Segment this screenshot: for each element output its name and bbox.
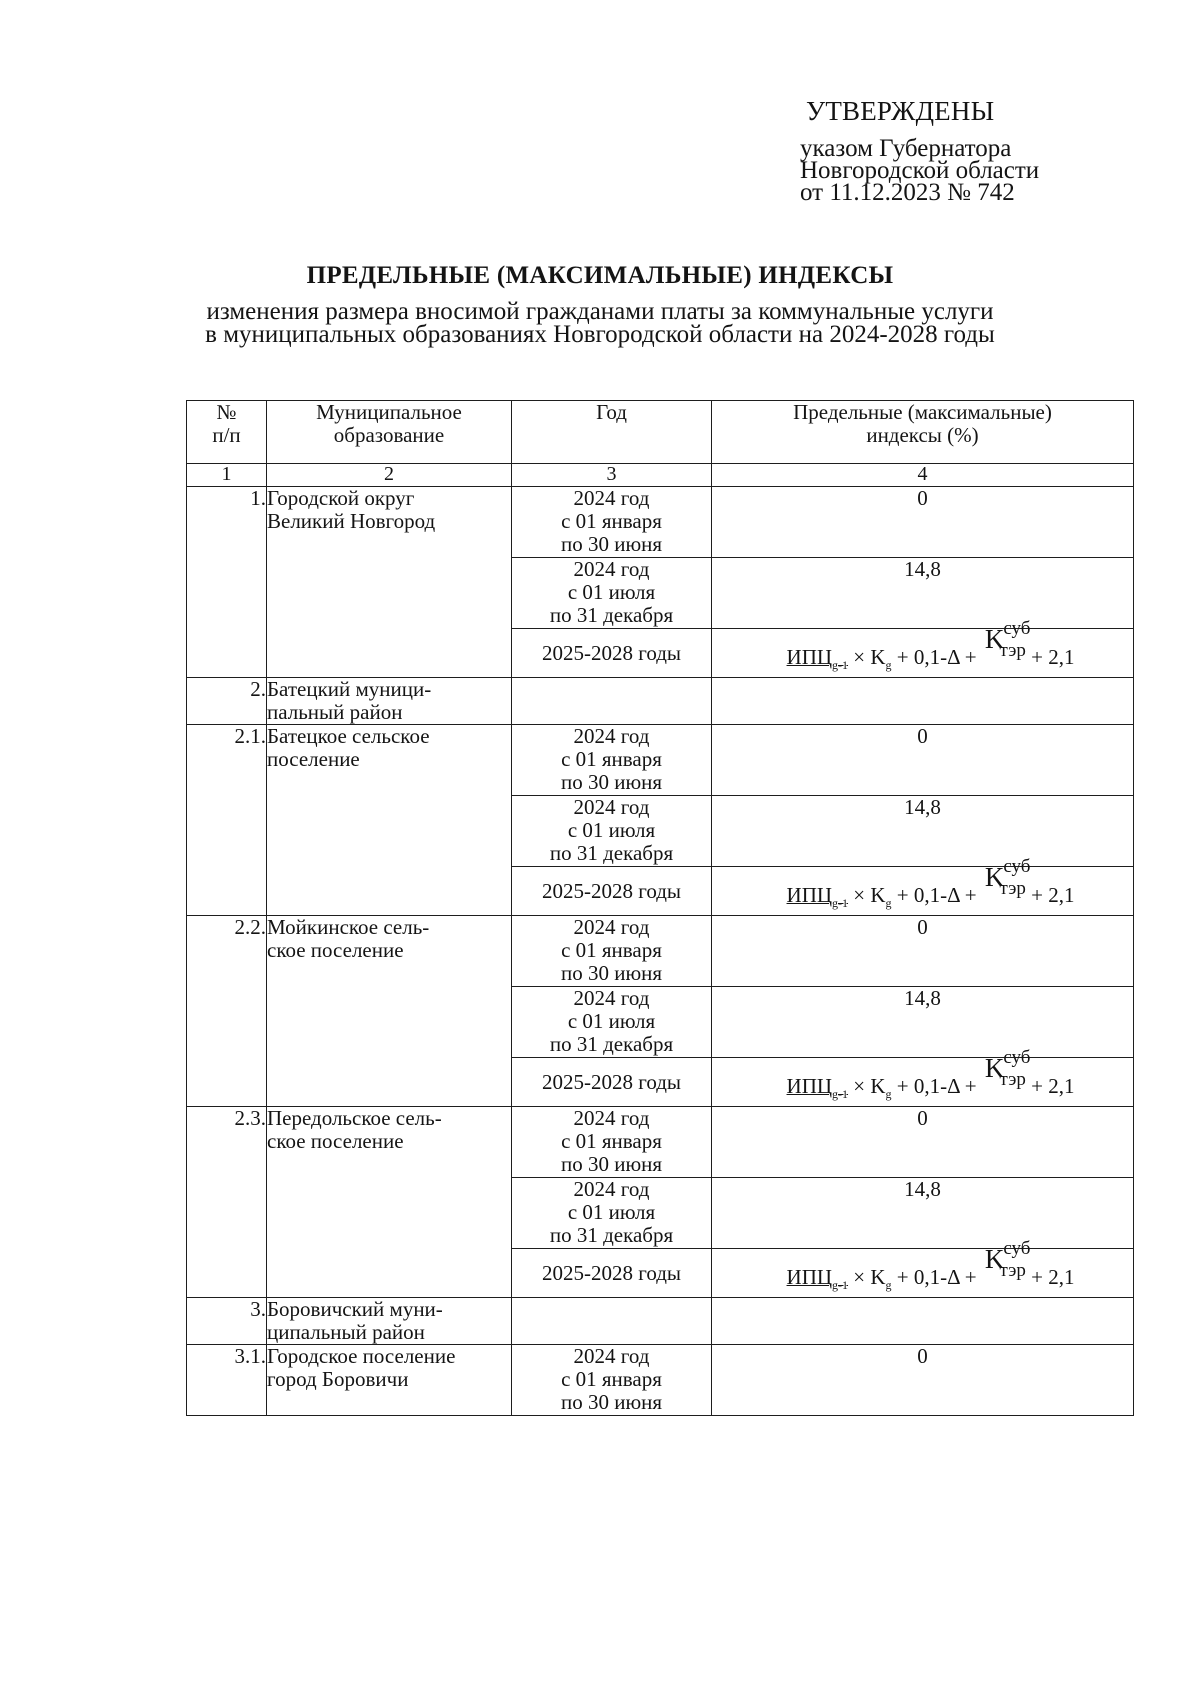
municipality-name: Городское поселение город Боровичи	[267, 1345, 512, 1416]
approval-line: указом Губернатора	[800, 135, 1012, 162]
column-number-row	[187, 464, 1134, 487]
table-row	[187, 1298, 1134, 1345]
period-cell: 2024 год с 01 января по 30 июня	[512, 725, 712, 796]
table-row	[187, 916, 1134, 987]
municipality-name: Боровичский муни- ципальный район	[267, 1298, 512, 1345]
period-cell: 2024 год с 01 января по 30 июня	[512, 487, 712, 558]
municipality-name: Городской округ Великий Новгород	[267, 487, 512, 678]
table-row	[187, 1345, 1134, 1416]
period-cell: 2024 год с 01 июля по 31 декабря	[512, 796, 712, 867]
municipality-name: Батецкое сельское поселение	[267, 725, 512, 916]
document-subtitle	[0, 300, 1200, 346]
municipality-name: Мойкинское сель- ское поселение	[267, 916, 512, 1107]
empty-cell	[712, 1298, 1134, 1345]
municipality-name: Батецкий муници- пальный район	[267, 678, 512, 725]
period-cell: 2024 год с 01 января по 30 июня	[512, 1345, 712, 1416]
approval-heading: УТВЕРЖДЕНЫ	[806, 96, 995, 126]
document-title: ПРЕДЕЛЬНЫЕ (МАКСИМАЛЬНЫЕ) ИНДЕКСЫ	[306, 262, 894, 289]
indices-table	[186, 400, 1134, 1416]
index-value: 0	[712, 1345, 1134, 1416]
row-number: 3.1.	[187, 1345, 267, 1416]
period-cell: 2024 год с 01 января по 30 июня	[512, 1107, 712, 1178]
empty-cell	[512, 1298, 712, 1345]
approval-date: от 11.12.2023 № 742	[800, 179, 1015, 206]
column-number: 4	[712, 464, 1134, 487]
table-row	[187, 678, 1134, 725]
table-row	[187, 487, 1134, 558]
index-value: 0	[712, 725, 1134, 796]
approval-line: Новгородской области	[800, 157, 1040, 184]
row-number: 1.	[187, 487, 267, 678]
period-cell: 2025-2028 годы	[512, 629, 712, 678]
period-cell: 2025-2028 годы	[512, 1249, 712, 1298]
index-formula: $ИПЦ_{g-1} \times K_g + 0,1-\Delta$ + Kсубтэр + 2,1	[712, 1058, 1134, 1107]
period-cell: 2024 год с 01 июля по 31 декабря	[512, 558, 712, 629]
header-year: Год	[512, 401, 712, 464]
header-indices: Предельные (максимальные) индексы (%)	[712, 401, 1134, 464]
index-value: 14,8	[712, 558, 1134, 629]
empty-cell	[712, 678, 1134, 725]
index-value: 14,8	[712, 987, 1134, 1058]
row-number: 3.	[187, 1298, 267, 1345]
index-value: 14,8	[712, 796, 1134, 867]
period-cell: 2024 год с 01 июля по 31 декабря	[512, 1178, 712, 1249]
index-value: 0	[712, 1107, 1134, 1178]
approval-block	[800, 135, 1040, 206]
period-cell: 2024 год с 01 января по 30 июня	[512, 916, 712, 987]
index-value: 14,8	[712, 1178, 1134, 1249]
table-row	[187, 725, 1134, 796]
column-number: 2	[267, 464, 512, 487]
index-formula: $ИПЦ_{g-1} \times K_g + 0,1-\Delta$ + Kсубтэр + 2,1	[712, 867, 1134, 916]
period-cell: 2025-2028 годы	[512, 867, 712, 916]
index-formula: $ИПЦ_{g-1} \times K_g + 0,1-\Delta$ + Kсубтэр + 2,1	[712, 629, 1134, 678]
table-header-row	[187, 401, 1134, 464]
period-cell: 2025-2028 годы	[512, 1058, 712, 1107]
municipality-name: Передольское сель- ское поселение	[267, 1107, 512, 1298]
header-municipality: Муниципальное образование	[267, 401, 512, 464]
column-number: 1	[187, 464, 267, 487]
row-number: 2.	[187, 678, 267, 725]
table-row	[187, 1107, 1134, 1178]
row-number: 2.1.	[187, 725, 267, 916]
column-number: 3	[512, 464, 712, 487]
subtitle-line: изменения размера вносимой гражданами платы за коммунальные услуги	[206, 298, 994, 325]
subtitle-line: в муниципальных образованиях Новгородской области на 2024-2028 годы	[205, 321, 995, 348]
row-number: 2.2.	[187, 916, 267, 1107]
period-cell: 2024 год с 01 июля по 31 декабря	[512, 987, 712, 1058]
index-value: 0	[712, 487, 1134, 558]
empty-cell	[512, 678, 712, 725]
index-value: 0	[712, 916, 1134, 987]
header-no: № п/п	[187, 401, 267, 464]
row-number: 2.3.	[187, 1107, 267, 1298]
index-formula: $ИПЦ_{g-1} \times K_g + 0,1-\Delta$ + Kсубтэр + 2,1	[712, 1249, 1134, 1298]
